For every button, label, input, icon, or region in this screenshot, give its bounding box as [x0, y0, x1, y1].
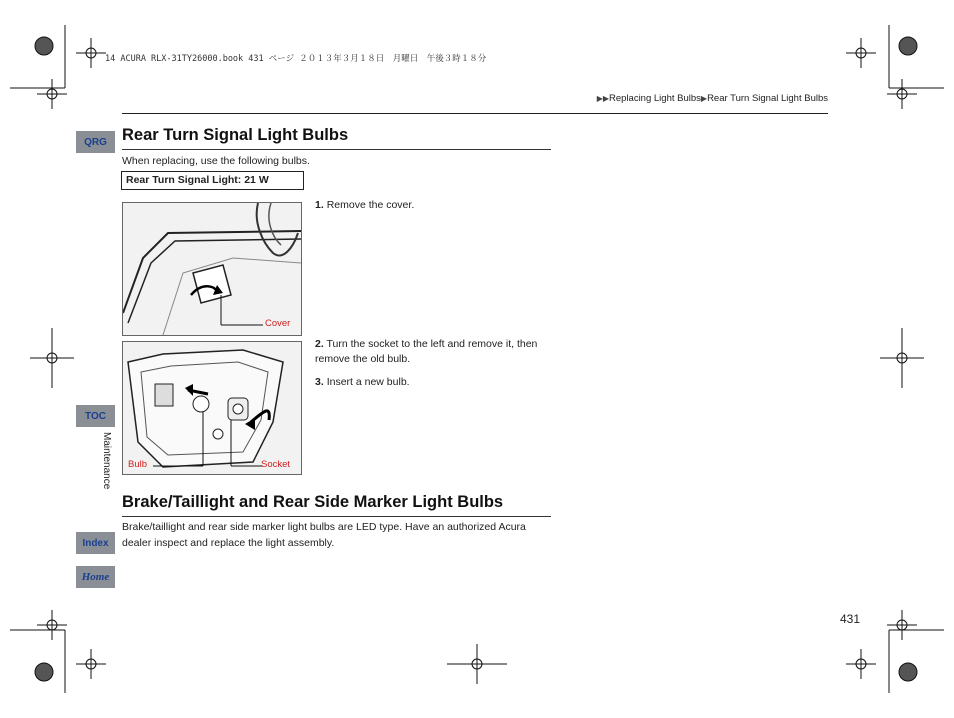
section-title-rear-turn-signal: Rear Turn Signal Light Bulbs: [122, 126, 349, 144]
breadcrumb: [597, 93, 828, 104]
step-1-number: 1.: [315, 199, 324, 211]
bulb-spec-box: Rear Turn Signal Light: 21 W: [121, 171, 304, 190]
header-rule: [122, 113, 828, 114]
step-2: [315, 337, 547, 367]
breadcrumb-section-link[interactable]: Replacing Light Bulbs: [609, 93, 701, 104]
intro-text: When replacing, use the following bulbs.: [122, 155, 310, 167]
section-title-brake-taillight: Brake/Taillight and Rear Side Marker Light Bulbs: [122, 493, 504, 511]
remove-cover-illustration: [122, 202, 302, 336]
breadcrumb-arrows-icon: ▶▶: [596, 94, 609, 103]
toc-tab[interactable]: TOC: [76, 405, 115, 427]
step-2-number: 2.: [315, 338, 324, 350]
callout-socket: Socket: [261, 459, 291, 470]
step-3: [315, 375, 555, 390]
breadcrumb-separator-icon: ▶: [700, 94, 708, 103]
callout-bulb: Bulb: [128, 459, 148, 470]
step-1: [315, 198, 555, 213]
chapter-label: Maintenance: [101, 432, 112, 490]
step-2-text: Turn the socket to the left and remove it, then remove the old bulb.: [315, 338, 538, 365]
socket-bulb-drawing: [123, 342, 301, 474]
breadcrumb-current: Rear Turn Signal Light Bulbs: [707, 93, 828, 104]
home-tab[interactable]: Home: [76, 566, 115, 588]
step-1-text: Remove the cover.: [326, 199, 415, 211]
print-header: 14 ACURA RLX-31TY26000.book 431 ページ ２０１３年３月１８日 月曜日 午後３時１８分: [105, 54, 487, 64]
socket-bulb-illustration: [122, 341, 302, 475]
callout-cover: Cover: [265, 318, 291, 329]
section-title-rule: [122, 149, 551, 150]
qrg-tab[interactable]: QRG: [76, 131, 115, 153]
step-3-text: Insert a new bulb.: [326, 376, 410, 388]
index-tab[interactable]: Index: [76, 532, 115, 554]
step-3-number: 3.: [315, 376, 324, 388]
page-number: 431: [840, 612, 861, 626]
section2-title-rule: [122, 516, 551, 517]
trunk-cover-drawing: [123, 203, 301, 335]
led-notice-text: Brake/taillight and rear side marker light bulbs are LED type. Have an authorized Acura dealer inspect and replace the light assembly.: [122, 521, 526, 549]
